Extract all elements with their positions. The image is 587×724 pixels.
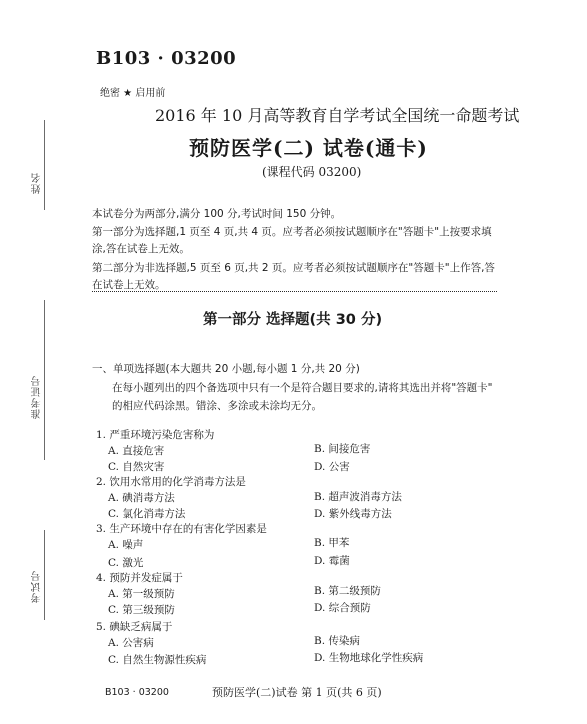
option-c: C. 自然生物源性疾病 [108, 654, 207, 666]
option-b: B. 甲苯 [314, 537, 350, 549]
dotted-divider [92, 291, 497, 292]
instruction-line: 第二部分为非选择题,5 页至 6 页,共 2 页。应考者必须按试题顺序在"答题卡"上作答,答 [92, 262, 495, 274]
option-a: A. 公害病 [108, 637, 154, 649]
question-stem: 4. 预防并发症属于 [96, 572, 183, 584]
question-stem: 2. 饮用水常用的化学消毒方法是 [96, 476, 246, 488]
option-c: C. 激光 [108, 557, 144, 569]
option-b: B. 第二级预防 [314, 585, 381, 597]
option-d: D. 霉菌 [314, 555, 350, 567]
option-a: A. 第一级预防 [108, 588, 175, 600]
option-a: A. 碘消毒方法 [108, 492, 175, 504]
instruction-line: 本试卷分为两部分,满分 100 分,考试时间 150 分钟。 [92, 208, 342, 220]
instruction-line: 涂,答在试卷上无效。 [92, 243, 190, 255]
course-code: (课程代码 03200) [262, 165, 362, 179]
section-instruction: 在每小题列出的四个备选项中只有一个是符合题目要求的,请将其选出并将"答题卡" [112, 382, 493, 394]
margin-label-name: 姓名 [32, 172, 43, 194]
option-b: B. 传染病 [314, 635, 360, 647]
section-heading: 一、单项选择题(本大题共 20 小题,每小题 1 分,共 20 分) [92, 363, 360, 375]
footer-page-number: 预防医学(二)试卷 第 1 页(共 6 页) [212, 686, 382, 699]
option-b: B. 间接危害 [314, 443, 371, 455]
footer-exam-code: B103 · 03200 [105, 687, 169, 698]
exam-title-line1: 2016 年 10 月高等教育自学考试全国统一命题考试 [155, 106, 520, 125]
exam-title-line2: 预防医学(二) 试卷(通卡) [189, 136, 428, 160]
option-d: D. 公害 [314, 461, 350, 473]
margin-divider-top [44, 120, 45, 210]
instruction-line: 在试卷上无效。 [92, 279, 166, 291]
instruction-line: 第一部分为选择题,1 页至 4 页,共 4 页。应考者必须按试题顺序在"答题卡"上按要求填 [92, 226, 492, 238]
option-b: B. 超声波消毒方法 [314, 491, 402, 503]
secrecy-mark: 绝密 ★ 启用前 [100, 88, 166, 99]
margin-label-exam-room: 考试号 [32, 570, 43, 603]
option-d: D. 紫外线毒方法 [314, 508, 392, 520]
margin-label-ticket: 准考证号 [32, 375, 43, 419]
question-stem: 1. 严重环境污染危害称为 [96, 429, 215, 441]
part-heading: 第一部分 选择题(共 30 分) [203, 312, 383, 328]
option-c: C. 自然灾害 [108, 461, 165, 473]
option-a: A. 直接危害 [108, 445, 165, 457]
option-d: D. 综合预防 [314, 602, 371, 614]
question-stem: 3. 生产环境中存在的有害化学因素是 [96, 523, 267, 535]
exam-code: B103 · 03200 [96, 48, 237, 69]
question-stem: 5. 碘缺乏病属于 [96, 621, 173, 633]
option-d: D. 生物地球化学性疾病 [314, 652, 424, 664]
option-a: A. 噪声 [108, 539, 144, 551]
section-instruction: 的相应代码涂黑。错涂、多涂或未涂均无分。 [112, 400, 322, 412]
option-c: C. 氯化消毒方法 [108, 508, 186, 520]
option-c: C. 第三级预防 [108, 604, 175, 616]
